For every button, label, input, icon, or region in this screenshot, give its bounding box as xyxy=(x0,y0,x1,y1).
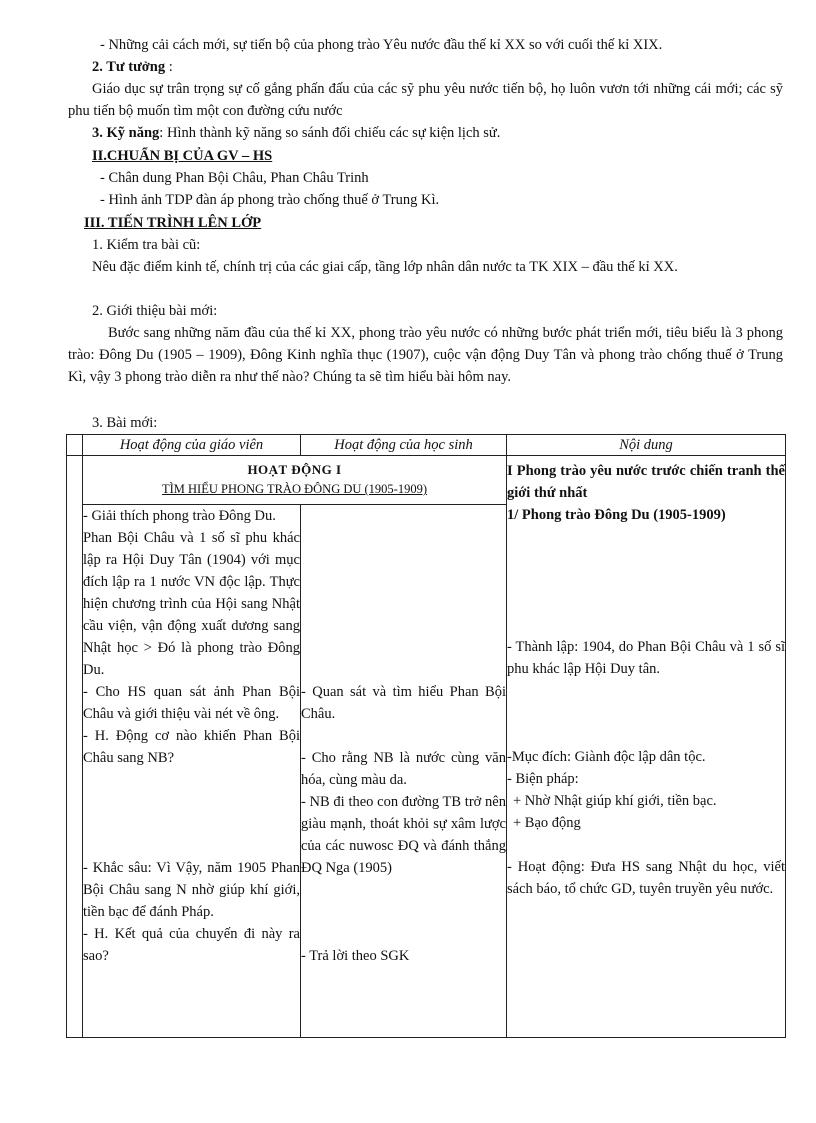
process-heading: III. TIẾN TRÌNH LÊN LỚP xyxy=(84,215,262,231)
header-student: Hoạt động của học sinh xyxy=(301,435,507,456)
content-title: I Phong trào yêu nước trước chiến tranh thế giới thứ nhất xyxy=(507,463,785,501)
content-cell xyxy=(507,456,786,1038)
check-text: Nêu đặc điểm kinh tế, chính trị của các giai cấp, tầng lớp nhân dân nước ta TK XIX – đầu thế kỉ XX. xyxy=(92,259,678,275)
content-item: - Biện pháp: xyxy=(507,771,579,787)
activity-row xyxy=(67,456,786,505)
student-item: - Quan sát và tìm hiểu Phan Bội Châu. xyxy=(301,684,506,722)
thought-heading-row xyxy=(92,56,807,78)
teacher-item: - H. Động cơ nào khiến Phan Bội Châu sang NB? xyxy=(83,728,300,766)
teacher-item: - Khắc sâu: Vì Vậy, năm 1905 Phan Bội Châu sang N nhờ giúp khí giới, tiền bạc để đánh Pháp. xyxy=(83,860,300,920)
teacher-item: Phan Bội Châu và 1 số sĩ phu khác lập ra Hội Duy Tân (1904) với mục đích lập ra 1 nước VN độc lập. Thực hiện chương trình của Hội sang Nhật cầu viện, vận động xuất dương sang Nhật học > Đó là phong trào Đông Du. xyxy=(83,530,300,678)
skill-heading: 3. Kỹ năng xyxy=(92,125,160,141)
activity-title-cell xyxy=(83,456,507,505)
thought-text: Giáo dục sự trân trọng sự cố gắng phấn đấu của các sỹ phu yêu nước tiến bộ, họ luôn vươn tới những cái mới; các sỹ phu tiến bộ muốn tìm một con đường cứu nước xyxy=(68,81,783,119)
teacher-item: - H. Kết quả của chuyến đi này ra sao? xyxy=(83,926,300,964)
student-item: - NB đi theo con đường TB trở nên giàu mạnh, thoát khỏi sự xâm lược của các nuwosc ĐQ và đánh thắng ĐQ Nga (1905) xyxy=(301,794,506,876)
skill-row xyxy=(92,122,807,144)
intro-text: Bước sang những năm đầu của thế kỉ XX, phong trào yêu nước có những bước phát triển mới, tiêu biểu là 3 phong trào: Đông Du (1905 – 1909), Đông Kinh nghĩa thục (1907), cuộc vận động Duy Tân và phong trào chống thuế ở Trung Kì, vậy 3 phong trào diễn ra như thế nào? Chúng ta sẽ tìm hiểu bài hôm nay. xyxy=(68,325,783,385)
check-heading: 1. Kiểm tra bài cũ: xyxy=(92,237,201,253)
prep-item: - Chân dung Phan Bội Châu, Phan Châu Trinh xyxy=(100,170,369,186)
intro-heading: 2. Giới thiệu bài mới: xyxy=(92,303,218,319)
activity-subtitle: TÌM HIỂU PHONG TRÀO ĐÔNG DU (1905-1909) xyxy=(161,482,428,496)
reform-line: - Những cải cách mới, sự tiến bộ của phong trào Yêu nước đầu thế kỉ XX so với cuối thế kỉ XIX. xyxy=(100,37,663,53)
student-cell xyxy=(301,505,507,1038)
new-lesson-heading: 3. Bài mới: xyxy=(92,415,158,431)
thought-heading: 2. Tư tưởng xyxy=(92,59,166,75)
student-item: - Cho rằng NB là nước cùng văn hóa, cùng màu da. xyxy=(301,750,506,788)
content-item: - Thành lập: 1904, do Phan Bội Châu và 1 số sĩ phu khác lập Hội Duy tân. xyxy=(507,639,785,677)
content-item: + Bạo động xyxy=(513,815,581,831)
thought-colon: : xyxy=(165,59,173,75)
lesson-table xyxy=(66,434,786,1038)
prep-heading: II.CHUẨN BỊ CỦA GV – HS xyxy=(92,148,273,164)
teacher-item: - Cho HS quan sát ảnh Phan Bội Châu và giới thiệu vài nét về ông. xyxy=(83,684,300,722)
content-item: + Nhờ Nhật giúp khí giới, tiền bạc. xyxy=(513,793,717,809)
margin-cell xyxy=(67,456,83,1038)
margin-cell xyxy=(67,435,83,456)
header-content: Nội dung xyxy=(507,435,786,456)
skill-text: : Hình thành kỹ năng so sánh đối chiếu các sự kiện lịch sử. xyxy=(159,125,501,141)
prep-item: - Hình ảnh TDP đàn áp phong trào chống thuế ở Trung Kì. xyxy=(100,192,440,208)
content-item: -Mục đích: Giành độc lập dân tộc. xyxy=(507,749,706,765)
activity-title: HOẠT ĐỘNG I xyxy=(247,462,342,477)
content-item: - Hoạt động: Đưa HS sang Nhật du học, viết sách báo, tổ chức GD, tuyên truyền yêu nước. xyxy=(507,859,785,897)
teacher-cell xyxy=(83,505,301,1038)
header-teacher: Hoạt động của giáo viên xyxy=(83,435,301,456)
table-header-row xyxy=(67,435,786,456)
student-item: - Trả lời theo SGK xyxy=(301,948,410,964)
teacher-item: - Giải thích phong trào Đông Du. xyxy=(83,508,276,524)
content-subtitle: 1/ Phong trào Đông Du (1905-1909) xyxy=(507,507,726,523)
